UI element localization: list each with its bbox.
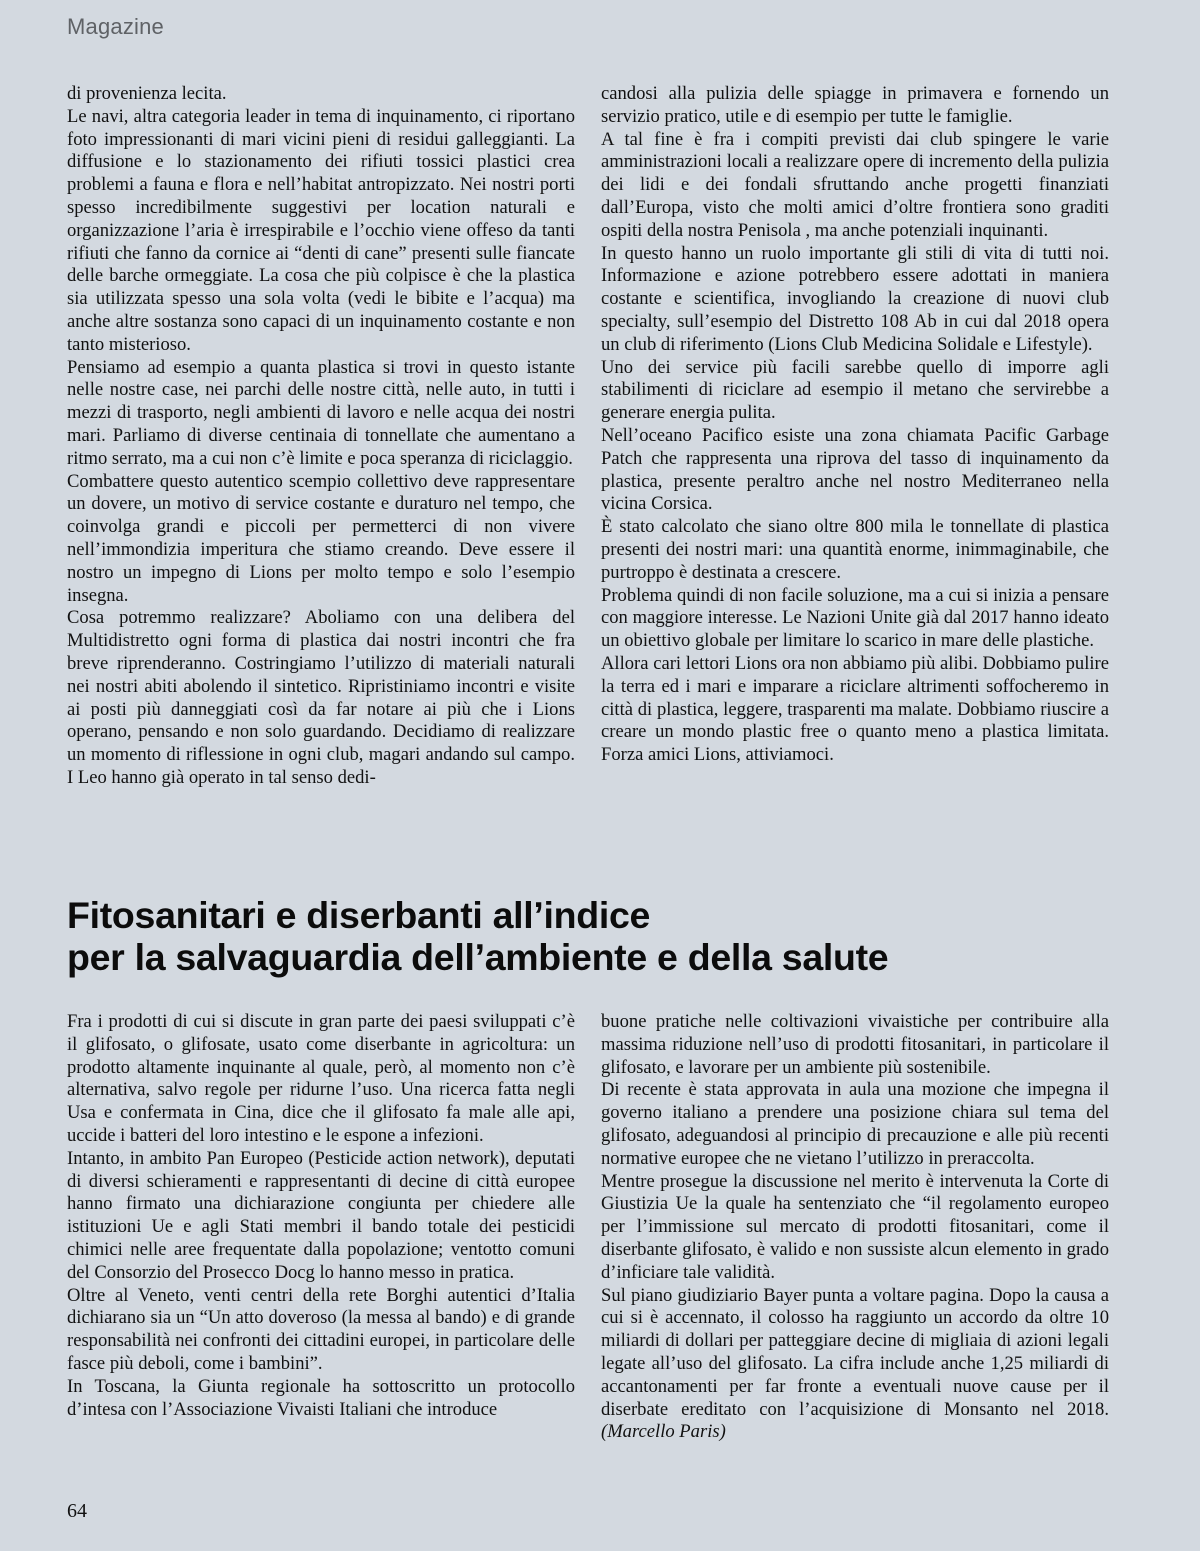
paragraph: Fra i prodotti di cui si discute in gran parte dei paesi sviluppati c’è il glifosato, o glifosate, usato come diserbante in agricoltura: un prodotto altamente inquinante al quale, però, al momento non c’è alternativa, salvo regole per ridurne l’uso. Una ricerca fatta negli Usa e confermata in Cina, dice che il glifosato fa male alle api, uccide i batteri del loro intestino e le espone a infezioni.	[67, 1011, 575, 1146]
paragraph: Problema quindi di non facile soluzione, ma a cui si inizia a pensare con maggiore interesse. Le Nazioni Unite già dal 2017 hanno ideato un obiettivo globale per limitare lo scarico in mare delle plastiche.	[601, 584, 1109, 652]
author-signature: (Marcello Paris)	[601, 1421, 726, 1443]
article1-right-column	[601, 83, 1109, 767]
headline-line-1: Fitosanitari e diserbanti all’indice	[67, 894, 651, 936]
paragraph-text: Sul piano giudiziario Bayer punta a voltare pagina. Dopo la causa a cui si è accennato, il colosso ha raggiunto un accordo da oltre 10 miliardi di dollari per patteggiare decine di migliaia di azioni legali legate all’uso del glifosato. La cifra include anche 1,25 miliardi di accantonamenti per far fronte a eventuali nuove cause per il diserbate ereditato con l’acquisizione di Monsanto nel 2018.	[601, 1284, 1109, 1420]
section-label: Magazine	[67, 14, 164, 39]
paragraph: In Toscana, la Giunta regionale ha sottoscritto un protocollo d’intesa con l’Associazione Vivaisti Italiani che introduce	[67, 1375, 575, 1420]
article1-left-column	[67, 83, 575, 790]
paragraph: buone pratiche nelle coltivazioni vivaistiche per contribuire alla massima riduzione nell’uso di prodotti fitosanitari, in particolare il glifosato, e lavorare per un ambiente più sostenibile.	[601, 1011, 1109, 1078]
paragraph: Allora cari lettori Lions ora non abbiamo più alibi. Dobbiamo pulire la terra ed i mari e imparare a riciclare altrimenti soffocheremo in città di plastica, leggere, trasparenti ma malate. Dobbiamo riuscire a creare un mondo plastic free o quanto meno a plastica limitata. Forza amici Lions, attiviamoci.	[601, 652, 1109, 766]
paragraph: A tal fine è fra i compiti previsti dai club spingere le varie amministrazioni locali a realizzare opere di incremento della pulizia dei lidi e dei fondali sfruttando anche progetti finanziati dall’Europa, visto che molti amici d’oltre frontiera sono graditi ospiti della nostra Penisola , ma anche potenziali inquinanti.	[601, 128, 1109, 241]
paragraph: Pensiamo ad esempio a quanta plastica si trovi in questo istante nelle nostre case, nei parchi delle nostre città, nelle auto, in tutti i mezzi di trasporto, negli ambienti di lavoro e nelle acqua dei nostri mari. Parliamo di diverse centinaia di tonnellate che aumentano a ritmo serrato, ma a cui non c’è limite e poca speranza di riciclaggio.	[67, 356, 575, 469]
paragraph: di provenienza lecita.	[67, 83, 227, 104]
headline-line-2: per la salvaguardia dell’ambiente e della salute	[67, 936, 889, 978]
paragraph: Uno dei service più facili sarebbe quello di imporre agli stabilimenti di riciclare ad esempio il metano che servirebbe a generare energia pulita.	[601, 356, 1109, 424]
paragraph: Le navi, altra categoria leader in tema di inquinamento, ci riportano foto impressionanti di mari vicini pieni di residui galleggianti. La diffusione e lo stazionamento dei rifiuti tossici plastici crea problemi a fauna e flora e nell’habitat antropizzato. Nei nostri porti spesso incredibilmente suggestivi per location naturali e organizzazione l’aria è irrespirabile e l’occhio viene offeso da tanti rifiuti che fanno da cornice ai “denti di cane” presenti sulle fiancate delle barche ormeggiate. La cosa che più colpisce è che la plastica sia utilizzata spesso una sola volta (vedi le bibite e l’acqua) ma anche altre sostanza sono capaci di un inquinamento costante e non tanto misterioso.	[67, 105, 575, 355]
paragraph: In questo hanno un ruolo importante gli stili di vita di tutti noi. Informazione e azione potrebbero essere adottati in maniera costante e scientifica, invogliando la creazione di nuovi club specialty, sull’esempio del Distretto 108 Ab in cui dal 2018 opera un club di riferimento (Lions Club Medicina Solidale e Lifestyle).	[601, 242, 1109, 355]
paragraph: Mentre prosegue la discussione nel merito è intervenuta la Corte di Giustizia Ue la quale ha sentenziato che “il regolamento europeo per l’immissione sul mercato di prodotti fitosanitari, come il diserbante glifosato, è valido e non sussiste alcun elemento in grado d’inficiare tale validità.	[601, 1170, 1109, 1283]
paragraph: Cosa potremmo realizzare? Aboliamo con una delibera del Multidistretto ogni forma di plastica dai nostri incontri che fra breve riprenderanno. Costringiamo l’utilizzo di materiali naturali nei nostri abiti abolendo il sintetico. Ripristiniamo incontri e visite ai posti più danneggiati così da far notare ai più che i Lions operano, pensando e non solo guardando. Decidiamo di realizzare un momento di riflessione in ogni club, magari andando sul campo. I Leo hanno già operato in tal senso dedi-	[67, 607, 575, 788]
paragraph	[601, 1285, 1109, 1445]
page-number: 64	[67, 1500, 87, 1522]
article2-headline	[67, 894, 888, 978]
article2-right-column	[601, 1011, 1109, 1444]
paragraph: Intanto, in ambito Pan Europeo (Pesticide action network), deputati di diversi schieramenti e rappresentanti di decine di città europee hanno firmato una dichiarazione congiunta per chiedere alle istituzioni Ue e agli Stati membri il bando totale dei pesticidi chimici nelle aree frequentate dalla popolazione; ventotto comuni del Consorzio del Prosecco Docg lo hanno messo in pratica.	[67, 1147, 575, 1283]
paragraph: È stato calcolato che siano oltre 800 mila le tonnellate di plastica presenti dei nostri mari: una quantità enorme, inimmaginabile, che purtroppo è destinata a crescere.	[601, 516, 1109, 583]
paragraph: Oltre al Veneto, venti centri della rete Borghi autentici d’Italia dichiarano sia un “Un atto doveroso (la messa al bando) e di grande responsabilità nei confronti dei cittadini europei, in particolare delle fasce più deboli, come i bambini”.	[67, 1284, 575, 1374]
paragraph: Combattere questo autentico scempio collettivo deve rappresentare un dovere, un motivo di service costante e duraturo nel tempo, che coinvolga grandi e piccoli per permetterci di non vivere nell’immondizia imperitura che stiamo creando. Deve essere il nostro un impegno di Lions per molto tempo e solo l’esempio insegna.	[67, 470, 575, 606]
paragraph: candosi alla pulizia delle spiagge in primavera e fornendo un servizio pratico, utile e di esempio per tutte le famiglie.	[601, 83, 1109, 127]
paragraph: Nell’oceano Pacifico esiste una zona chiamata Pacific Garbage Patch che rappresenta una riprova del tasso di inquinamento da plastica, presente peraltro anche nel nostro Mediterraneo nella vicina Corsica.	[601, 424, 1109, 515]
article2-left-column	[67, 1011, 575, 1421]
paragraph: Di recente è stata approvata in aula una mozione che impegna il governo italiano a prendere una posizione chiara sul tema del glifosato, adeguandosi al principio di precauzione e alle più recenti normative europee che ne vietano l’utilizzo in preraccolta.	[601, 1079, 1109, 1169]
